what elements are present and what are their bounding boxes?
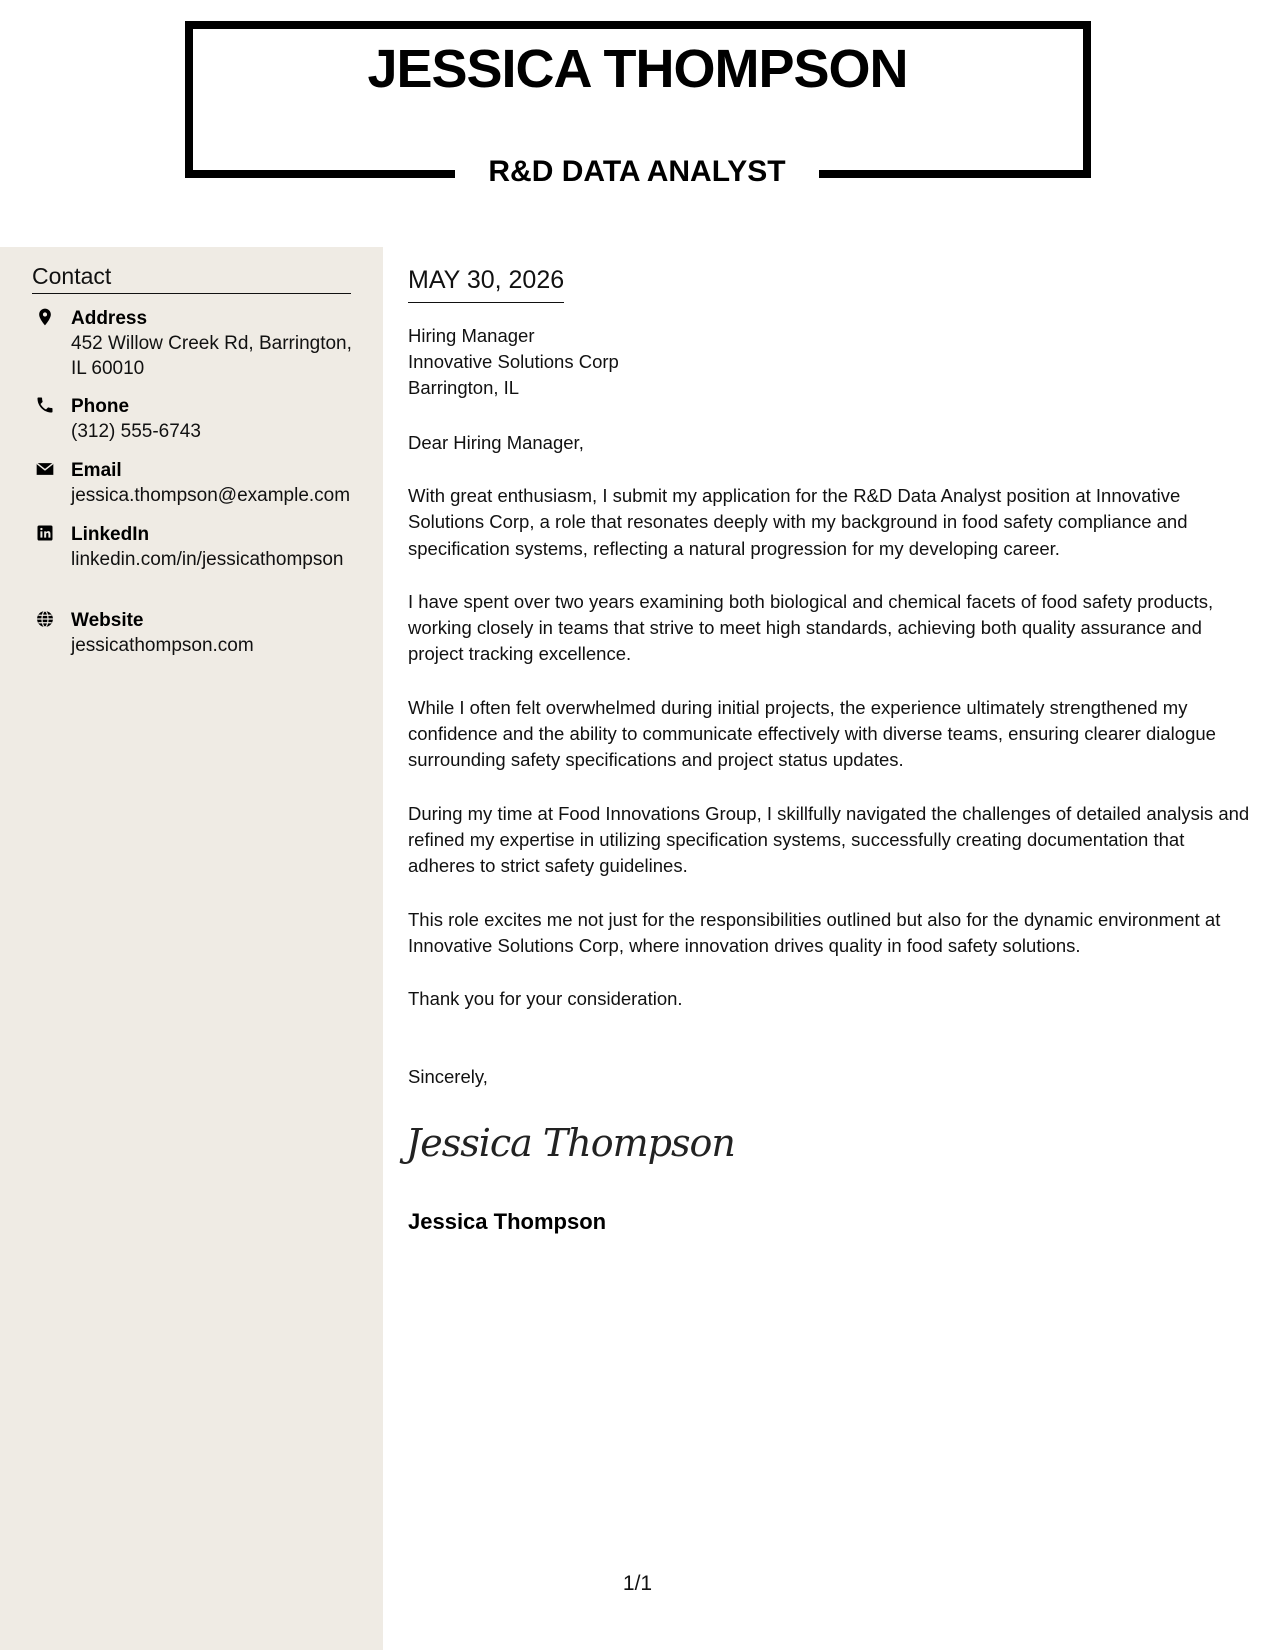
address-value: 452 Willow Creek Rd, Barrington, IL 60010	[71, 333, 352, 379]
recipient-title: Hiring Manager	[408, 325, 535, 346]
body-paragraph: Thank you for your consideration.	[408, 988, 683, 1010]
linkedin-value: linkedin.com/in/jessicathompson	[71, 549, 344, 570]
contact-heading: Contact	[32, 262, 351, 294]
page-number: 1/1	[622, 1572, 653, 1595]
linkedin-icon	[34, 522, 56, 544]
recipient-company: Innovative Solutions Corp	[408, 351, 619, 372]
address-label: Address	[71, 308, 148, 329]
body-paragraph: With great enthusiasm, I submit my application for the R&D Data Analyst position at Innovative Solutions Corp, a role that resonates deeply with my background in food safety compliance and specification systems, reflecting a natural progression for my developing career.	[408, 485, 1188, 559]
letter-body	[408, 483, 1253, 1039]
envelope-icon	[34, 458, 56, 480]
closing: Sincerely,	[408, 1066, 488, 1087]
job-title: R&D DATA ANALYST	[455, 152, 819, 192]
applicant-name: JESSICA THOMPSON	[367, 39, 908, 99]
body-paragraph: During my time at Food Innovations Group, I skillfully navigated the challenges of detailed analysis and refined my expertise in utilizing specification systems, successfully creating documentation that adheres to strict safety guidelines.	[408, 802, 1250, 877]
website-value: jessicathompson.com	[71, 635, 254, 656]
salutation: Dear Hiring Manager,	[408, 432, 584, 453]
phone-label: Phone	[71, 396, 130, 417]
handwritten-signature: Jessica Thompson	[406, 1121, 735, 1165]
body-paragraph: I have spent over two years examining both biological and chemical facets of food safety products, working closely in teams that strive to meet high standards, achieving both quality assurance and project tracking excellence.	[408, 590, 1214, 665]
linkedin-label: LinkedIn	[71, 524, 150, 545]
body-paragraph: While I often felt overwhelmed during initial projects, the experience ultimately strengthened my confidence and the ability to communicate effectively with diverse teams, ensuring clearer dialogue surrounding safety specifications and project status updates.	[408, 696, 1216, 771]
phone-value: (312) 555-6743	[71, 421, 201, 442]
letter-date: MAY 30, 2026	[408, 264, 564, 303]
recipient-location: Barrington, IL	[408, 377, 520, 398]
email-value: jessica.thompson@example.com	[71, 485, 351, 506]
globe-icon	[34, 608, 56, 630]
recipient-block	[408, 323, 619, 401]
phone-icon	[34, 394, 56, 416]
website-label: Website	[71, 610, 144, 631]
body-paragraph: This role excites me not just for the responsibilities outlined but also for the dynamic environment at Innovative Solutions Corp, where innovation drives quality in food safety solutions.	[408, 908, 1221, 956]
email-label: Email	[71, 460, 122, 481]
signer-name: Jessica Thompson	[408, 1209, 607, 1234]
contact-sidebar	[0, 247, 383, 1650]
map-pin-icon	[34, 306, 56, 328]
